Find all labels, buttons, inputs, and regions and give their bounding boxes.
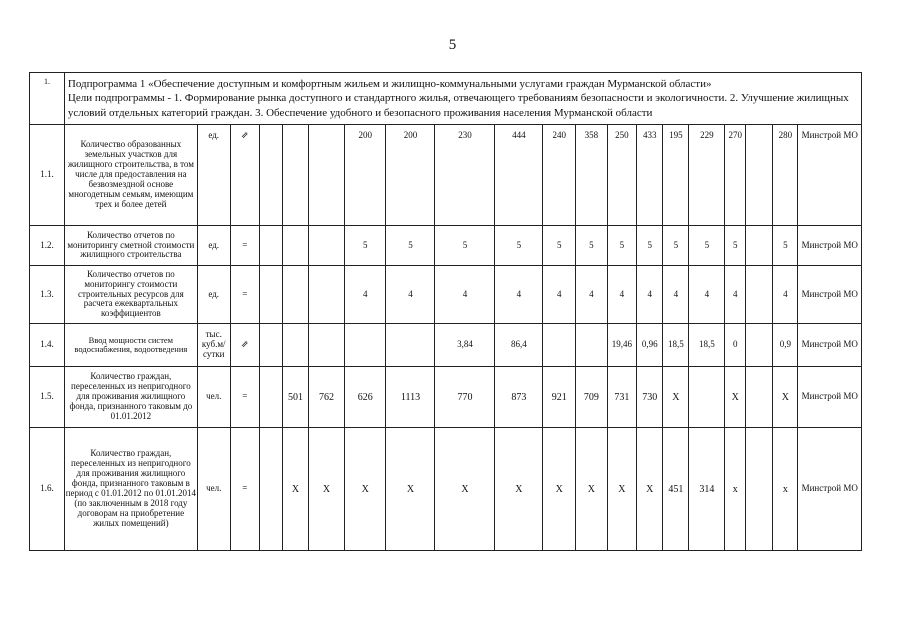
value-cell: 4 (637, 266, 663, 324)
trend-symbol: ⇗ (230, 324, 259, 367)
value-cell: 4 (345, 266, 386, 324)
value-cell: 5 (576, 226, 608, 266)
unit-of-measure: чел. (197, 367, 230, 428)
value-cell (746, 428, 773, 551)
value-cell (345, 324, 386, 367)
responsible-org: Минстрой МО (798, 226, 862, 266)
value-cell: 451 (663, 428, 689, 551)
value-cell: X (725, 367, 746, 428)
row-number: 1.3. (30, 266, 65, 324)
value-cell: 5 (725, 226, 746, 266)
row-number: 1.5. (30, 367, 65, 428)
value-cell: X (543, 428, 576, 551)
value-cell: 4 (689, 266, 725, 324)
table-row (30, 226, 862, 266)
value-cell: 5 (495, 226, 543, 266)
value-cell (576, 324, 608, 367)
value-cell: 86,4 (495, 324, 543, 367)
value-cell: 200 (345, 125, 386, 226)
value-cell: 5 (663, 226, 689, 266)
value-cell: 270 (725, 125, 746, 226)
responsible-org: Минстрой МО (798, 428, 862, 551)
value-cell: 5 (345, 226, 386, 266)
value-cell: 4 (663, 266, 689, 324)
value-cell: 19,46 (607, 324, 636, 367)
value-cell (746, 324, 773, 367)
value-cell: 501 (282, 367, 308, 428)
value-cell (282, 125, 308, 226)
blank-cell (259, 266, 282, 324)
page-number: 5 (448, 37, 457, 53)
value-cell (282, 226, 308, 266)
blank-cell (259, 125, 282, 226)
responsible-org: Минстрой МО (798, 125, 862, 226)
unit-of-measure: чел. (197, 428, 230, 551)
value-cell: 730 (637, 367, 663, 428)
value-cell: 4 (607, 266, 636, 324)
blank-cell (259, 367, 282, 428)
blank-cell (259, 428, 282, 551)
value-cell: 1113 (386, 367, 435, 428)
value-cell: x (773, 428, 798, 551)
value-cell: 250 (607, 125, 636, 226)
subprogram-goals: Цели подпрограммы - 1. Формирование рынка доступного и стандартного жилья, отвечающего требованиям безопасности и экологичности. 2. Улучшение жилищных условий отдельных категорий граждан. 3. Обеспечение удобного и безопасного проживания населения Мурманской области (67, 92, 849, 119)
responsible-org: Минстрой МО (798, 367, 862, 428)
value-cell: 230 (435, 125, 495, 226)
value-cell (746, 226, 773, 266)
value-cell: 444 (495, 125, 543, 226)
trend-symbol: = (230, 266, 259, 324)
value-cell: 5 (435, 226, 495, 266)
value-cell: X (386, 428, 435, 551)
value-cell (386, 324, 435, 367)
value-cell (309, 266, 345, 324)
value-cell: 731 (607, 367, 636, 428)
value-cell: 4 (386, 266, 435, 324)
value-cell: X (576, 428, 608, 551)
value-cell (543, 324, 576, 367)
blank-cell (259, 226, 282, 266)
value-cell (746, 266, 773, 324)
value-cell: 195 (663, 125, 689, 226)
unit-of-measure: ед. (197, 226, 230, 266)
value-cell: 200 (386, 125, 435, 226)
responsible-org: Минстрой МО (798, 266, 862, 324)
unit-of-measure: ед. (197, 125, 230, 226)
value-cell: 0 (725, 324, 746, 367)
table-row (30, 125, 862, 226)
value-cell: 4 (576, 266, 608, 324)
indicator-name: Ввод мощности систем водоснабжения, водоотведения (64, 324, 197, 367)
value-cell: 4 (495, 266, 543, 324)
value-cell: x (725, 428, 746, 551)
row-number: 1.1. (30, 125, 65, 226)
value-cell: X (282, 428, 308, 551)
value-cell: 5 (689, 226, 725, 266)
value-cell: 280 (773, 125, 798, 226)
value-cell: 921 (543, 367, 576, 428)
value-cell: X (663, 367, 689, 428)
subprogram-number: 1. (30, 73, 65, 125)
indicator-name: Количество отчетов по мониторингу стоимости строительных ресурсов для расчета ежеквартальных коэффициентов (64, 266, 197, 324)
blank-cell (259, 324, 282, 367)
indicator-name: Количество граждан, переселенных из непригодного для проживания жилищного фонда, признанного таковым в период с 01.01.2012 по 01.01.2014 (по заключенным в 2018 году договорам на приобретение жилых помещений) (64, 428, 197, 551)
value-cell: 709 (576, 367, 608, 428)
value-cell (309, 125, 345, 226)
indicator-name: Количество граждан, переселенных из непригодного для проживания жилищного фонда, признанного таковым до 01.01.2012 (64, 367, 197, 428)
row-number: 1.6. (30, 428, 65, 551)
value-cell: X (773, 367, 798, 428)
responsible-org: Минстрой МО (798, 324, 862, 367)
value-cell (746, 125, 773, 226)
subprogram-header-row (30, 73, 862, 125)
indicator-name: Количество образованных земельных участков для жилищного строительства, в том числе для предоставления на безвозмездной основе многодетным семьям, имеющим трех и более детей (64, 125, 197, 226)
value-cell: 5 (773, 226, 798, 266)
value-cell: 358 (576, 125, 608, 226)
indicator-name: Количество отчетов по мониторингу сметной стоимости жилищного строительства (64, 226, 197, 266)
value-cell: 4 (543, 266, 576, 324)
trend-symbol: = (230, 428, 259, 551)
value-cell: 4 (773, 266, 798, 324)
subprogram-title: Подпрограмма 1 «Обеспечение доступным и комфортным жильем и жилищно-коммунальными услугами граждан Мурманской области» (67, 78, 712, 91)
value-cell (282, 324, 308, 367)
value-cell: 240 (543, 125, 576, 226)
indicators-table (29, 72, 862, 551)
value-cell: X (345, 428, 386, 551)
value-cell: X (309, 428, 345, 551)
table-row (30, 266, 862, 324)
value-cell: 762 (309, 367, 345, 428)
value-cell: 5 (637, 226, 663, 266)
value-cell: 229 (689, 125, 725, 226)
value-cell: X (435, 428, 495, 551)
value-cell (282, 266, 308, 324)
value-cell: 0,9 (773, 324, 798, 367)
value-cell: 626 (345, 367, 386, 428)
value-cell: 5 (386, 226, 435, 266)
value-cell: 433 (637, 125, 663, 226)
trend-symbol: = (230, 226, 259, 266)
subprogram-title-cell (64, 73, 861, 125)
trend-symbol: = (230, 367, 259, 428)
value-cell: 5 (543, 226, 576, 266)
value-cell: 4 (435, 266, 495, 324)
value-cell: 3,84 (435, 324, 495, 367)
value-cell: 18,5 (689, 324, 725, 367)
value-cell: 18,5 (663, 324, 689, 367)
value-cell: 5 (607, 226, 636, 266)
table-row (30, 367, 862, 428)
trend-symbol: ⇗ (230, 125, 259, 226)
unit-of-measure: ед. (197, 266, 230, 324)
row-number: 1.2. (30, 226, 65, 266)
value-cell: X (495, 428, 543, 551)
table-row (30, 324, 862, 367)
value-cell (689, 367, 725, 428)
value-cell (309, 226, 345, 266)
value-cell (746, 367, 773, 428)
value-cell: 4 (725, 266, 746, 324)
value-cell: 873 (495, 367, 543, 428)
unit-of-measure: тыс. куб.м/ сутки (197, 324, 230, 367)
value-cell (309, 324, 345, 367)
value-cell: 770 (435, 367, 495, 428)
value-cell: 0,96 (637, 324, 663, 367)
table-row (30, 428, 862, 551)
value-cell: X (607, 428, 636, 551)
row-number: 1.4. (30, 324, 65, 367)
value-cell: 314 (689, 428, 725, 551)
value-cell: X (637, 428, 663, 551)
